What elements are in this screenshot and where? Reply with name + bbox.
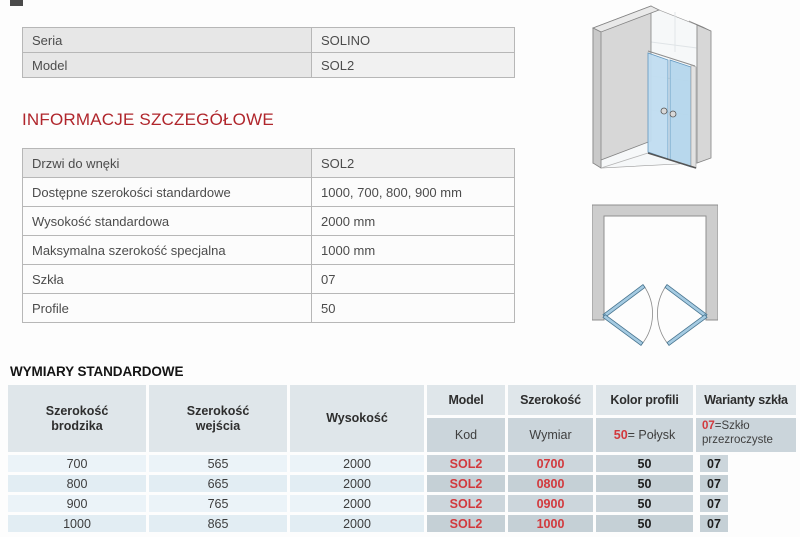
spec-label: Szkła — [23, 265, 312, 294]
spec-value: 50 — [312, 294, 515, 323]
cell-brodzik: 700 — [8, 455, 146, 472]
spec-value: 07 — [312, 265, 515, 294]
niche-walls — [592, 205, 718, 320]
model-value: SOL2 — [312, 53, 515, 78]
spec-label: Profile — [23, 294, 312, 323]
cell-szklo: 07 — [696, 475, 796, 492]
spec-label: Drzwi do wnęki — [23, 149, 312, 178]
cell-profil: 50 — [596, 495, 693, 512]
subheader-wymiar: Wymiar — [508, 418, 593, 452]
subheader-kolor-legend: 50 = Połysk — [596, 418, 693, 452]
cell-wejscie: 765 — [149, 495, 287, 512]
spec-value: 2000 mm — [312, 207, 515, 236]
series-label: Seria — [23, 28, 312, 53]
cell-kod: SOL2 — [427, 475, 505, 492]
model-label: Model — [23, 53, 312, 78]
detail-spec-table — [22, 148, 515, 323]
series-value: SOLINO — [312, 28, 515, 53]
spec-value: 1000, 700, 800, 900 mm — [312, 178, 515, 207]
section-heading: INFORMACJE SZCZEGÓŁOWE — [22, 110, 274, 129]
table-row — [23, 178, 515, 207]
cell-szklo: 07 — [696, 455, 796, 472]
door-knob-right — [670, 111, 676, 117]
cell-szklo: 07 — [696, 515, 796, 532]
cell-wymiar: 0900 — [508, 495, 593, 512]
col-header-wysokosc: Wysokość — [290, 385, 424, 452]
table-row — [23, 207, 515, 236]
table-row — [23, 149, 515, 178]
table-row — [23, 236, 515, 265]
cell-wysokosc: 2000 — [290, 515, 424, 532]
cell-kod: SOL2 — [427, 455, 505, 472]
cell-wymiar: 0800 — [508, 475, 593, 492]
col-header-brodzik: Szerokość brodzika — [8, 385, 146, 452]
standard-dimensions-table — [8, 385, 796, 532]
col-header-szklo: Warianty szkła — [696, 385, 796, 415]
table-row — [23, 28, 515, 53]
cell-profil: 50 — [596, 515, 693, 532]
door-panels — [603, 285, 707, 346]
cell-brodzik: 900 — [8, 495, 146, 512]
series-model-table — [22, 27, 515, 78]
cell-wejscie: 665 — [149, 475, 287, 492]
cell-wymiar: 0700 — [508, 455, 593, 472]
table-row — [23, 265, 515, 294]
wall-profile-strip — [691, 65, 696, 168]
shower-niche-3d-icon — [585, 2, 719, 178]
subheader-kod: Kod — [427, 418, 505, 452]
cell-wejscie: 565 — [149, 455, 287, 472]
swing-arcs — [642, 286, 668, 344]
spec-value: 1000 mm — [312, 236, 515, 265]
col-header-kolor: Kolor profili — [596, 385, 693, 415]
cell-wysokosc: 2000 — [290, 455, 424, 472]
cell-wejscie: 865 — [149, 515, 287, 532]
door-swing-plan-icon — [592, 200, 718, 350]
door-swing-plan-diagram — [592, 200, 718, 355]
cell-wysokosc: 2000 — [290, 475, 424, 492]
subheader-szklo-legend: 07=Szkło przezroczyste — [696, 418, 796, 452]
cell-brodzik: 800 — [8, 475, 146, 492]
spec-label: Maksymalna szerokość specjalna — [23, 236, 312, 265]
shower-niche-3d-diagram — [585, 2, 719, 183]
door-knob-left — [661, 108, 667, 114]
cell-kod: SOL2 — [427, 495, 505, 512]
cell-szklo: 07 — [696, 495, 796, 512]
col-header-wejscie: Szerokość wejścia — [149, 385, 287, 452]
spec-label: Dostępne szerokości standardowe — [23, 178, 312, 207]
spec-label: Wysokość standardowa — [23, 207, 312, 236]
col-header-szerokosc: Szerokość — [508, 385, 593, 415]
cell-profil: 50 — [596, 455, 693, 472]
cell-kod: SOL2 — [427, 515, 505, 532]
table-row — [23, 294, 515, 323]
dimensions-heading: WYMIARY STANDARDOWE — [10, 364, 184, 379]
cell-wysokosc: 2000 — [290, 495, 424, 512]
scan-corner-artifact — [10, 0, 23, 6]
table-row — [23, 53, 515, 78]
cell-profil: 50 — [596, 475, 693, 492]
spec-value: SOL2 — [312, 149, 515, 178]
cell-wymiar: 1000 — [508, 515, 593, 532]
col-header-model: Model — [427, 385, 505, 415]
cell-brodzik: 1000 — [8, 515, 146, 532]
